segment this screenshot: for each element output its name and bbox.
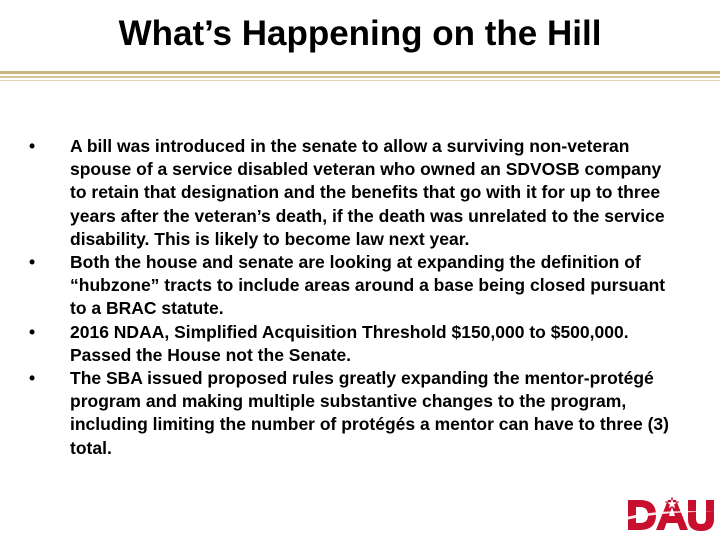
bullet-marker: • [29,136,36,156]
bullet-text: 2016 NDAA, Simplified Acquisition Threshold $150,000 to $500,000. Passed the House not the Senate. [70,321,629,365]
bullet-marker: • [29,321,36,342]
bullet-item [22,251,672,321]
dau-logo-letter-u [688,500,714,531]
title-divider [0,71,720,74]
bullet-text: Both the house and senate are looking at expanding the definition of “hubzone” tracts to include areas around a base being closed pursuant to a BRAC statute. [70,252,666,319]
title-divider [0,76,720,78]
title-divider [0,80,720,81]
bullet-marker: • [29,252,36,273]
bullet-marker: • [29,368,36,389]
bullet-item [22,135,672,251]
dau-logo [626,497,716,533]
bullet-text: A bill was introduced in the senate to allow a surviving non-veteran spouse of a service disabled veteran who owned an SDVOSB company to retain that designation and the benefits that go with it for up to three years after the veteran’s death, if the death was unrelated to the service disability. This is likely to become law next year. [70,136,665,249]
bullet-text: The SBA issued proposed rules greatly expanding the mentor-protégé program and making multiple substantive changes to the program, including limiting the number of protégés a mentor can have to three (3) total. [70,368,669,458]
bullet-item [22,321,672,367]
bullet-list [22,135,672,460]
bullet-item [22,367,672,460]
slide-title: What’s Happening on the Hill [118,14,602,53]
